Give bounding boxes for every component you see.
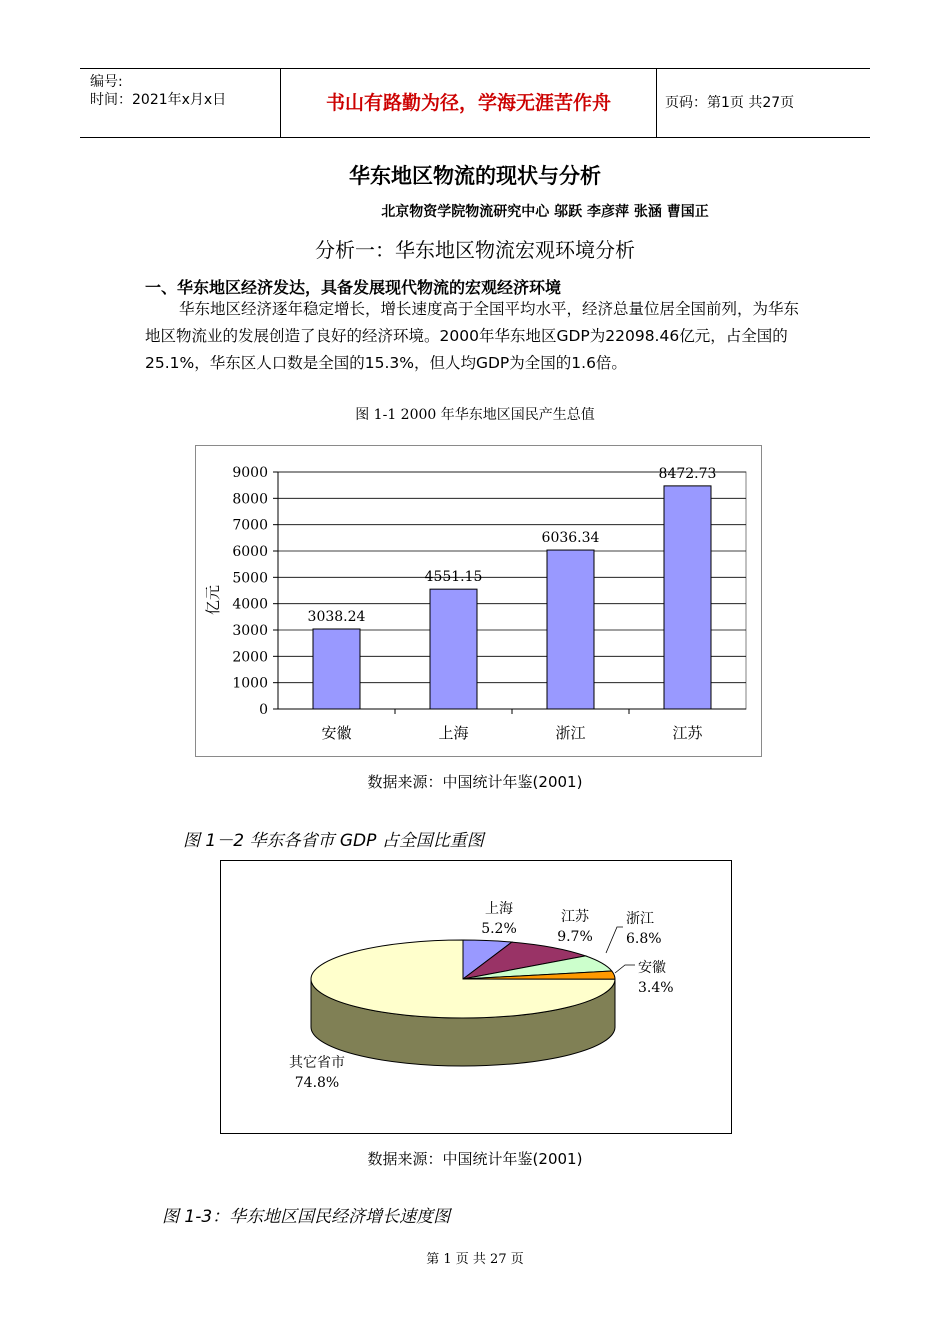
y-tick-label: 8000 <box>232 491 268 508</box>
source-note-2: 数据来源：中国统计年鉴(2001) <box>367 1150 583 1168</box>
header-motto-cell <box>281 69 657 137</box>
document-title: 华东地区物流的现状与分析 <box>349 164 601 188</box>
gdp-bar-chart <box>195 445 762 757</box>
code-label: 编号: <box>90 74 123 90</box>
paragraph <box>145 296 810 377</box>
x-tick-label: 江苏 <box>672 724 703 742</box>
motto: 书山有路勤为径，学海无涯苦作舟 <box>325 92 611 114</box>
bar <box>430 589 477 709</box>
pie-slice-percent: 6.8% <box>626 931 662 947</box>
leader-line <box>615 965 635 973</box>
pie-slice-label: 安徽 <box>638 960 666 976</box>
gdp-share-pie-chart <box>220 860 732 1134</box>
y-axis-label: 亿元 <box>204 584 222 616</box>
y-tick-label: 7000 <box>232 517 268 534</box>
heading-1: 一、华东地区经济发达，具备发展现代物流的宏观经济环境 <box>145 278 562 297</box>
bar <box>547 550 594 709</box>
pie-slice-label: 其它省市 <box>289 1055 345 1071</box>
pie-slice-label: 上海 <box>485 901 513 917</box>
pie-slice-percent: 9.7% <box>557 929 593 945</box>
y-tick-label: 2000 <box>232 649 268 666</box>
bar-value-label: 3038.24 <box>307 608 366 625</box>
y-tick-label: 5000 <box>232 570 268 587</box>
pie-slice-label: 江苏 <box>561 909 589 925</box>
x-tick-label: 上海 <box>438 724 469 742</box>
bar-value-label: 8472.73 <box>658 465 717 482</box>
date-label: 时间：2021年x月x日 <box>90 92 227 108</box>
header-page-cell <box>657 69 870 137</box>
header-meta-cell <box>80 69 281 137</box>
leader-line <box>606 927 623 953</box>
pie-slice-percent: 74.8% <box>294 1075 340 1091</box>
x-tick-label: 浙江 <box>555 724 586 742</box>
x-tick-label: 安徽 <box>321 724 352 742</box>
bar <box>313 629 360 709</box>
page-info: 页码：第1页 共27页 <box>665 95 795 111</box>
pie-chart-svg <box>221 861 731 1133</box>
page-footer: 第 1 页 共 27 页 <box>426 1252 524 1267</box>
bar-value-label: 6036.34 <box>541 530 600 547</box>
y-tick-label: 1000 <box>232 675 268 692</box>
source-note-1: 数据来源：中国统计年鉴(2001) <box>367 773 583 791</box>
pie-slice-percent: 3.4% <box>638 980 674 996</box>
figure2-caption: 图 1－2 华东各省市 GDP 占全国比重图 <box>183 831 484 851</box>
y-tick-label: 9000 <box>232 465 268 481</box>
bar-value-label: 4551.15 <box>424 569 483 586</box>
section-title: 分析一：华东地区物流宏观环境分析 <box>315 238 635 262</box>
pie-slice-percent: 5.2% <box>481 921 517 937</box>
bar-chart-svg <box>196 446 761 756</box>
authors: 北京物资学院物流研究中心 邬跃 李彦萍 张涵 曹国正 <box>381 204 709 220</box>
figure3-caption: 图 1-3：华东地区国民经济增长速度图 <box>162 1207 451 1227</box>
y-tick-label: 6000 <box>232 544 268 560</box>
document-header <box>80 68 870 138</box>
y-tick-label: 4000 <box>232 596 268 613</box>
figure1-caption: 图 1-1 2000 年华东地区国民产生总值 <box>355 407 595 423</box>
y-tick-label: 0 <box>259 702 268 718</box>
paragraph-text: 华东地区经济逐年稳定增长，增长速度高于全国平均水平，经济总量位居全国前列，为华东地区物流业的发展创造了良好的经济环境。2000年华东地区GDP为22098.46亿元，占全国的25.1%，华东区人口数是全国的15.3%，但人均GDP为全国的1.6倍。 <box>145 300 800 372</box>
bar <box>664 486 711 709</box>
pie-slice-label: 浙江 <box>626 911 654 927</box>
y-tick-label: 3000 <box>232 623 268 639</box>
